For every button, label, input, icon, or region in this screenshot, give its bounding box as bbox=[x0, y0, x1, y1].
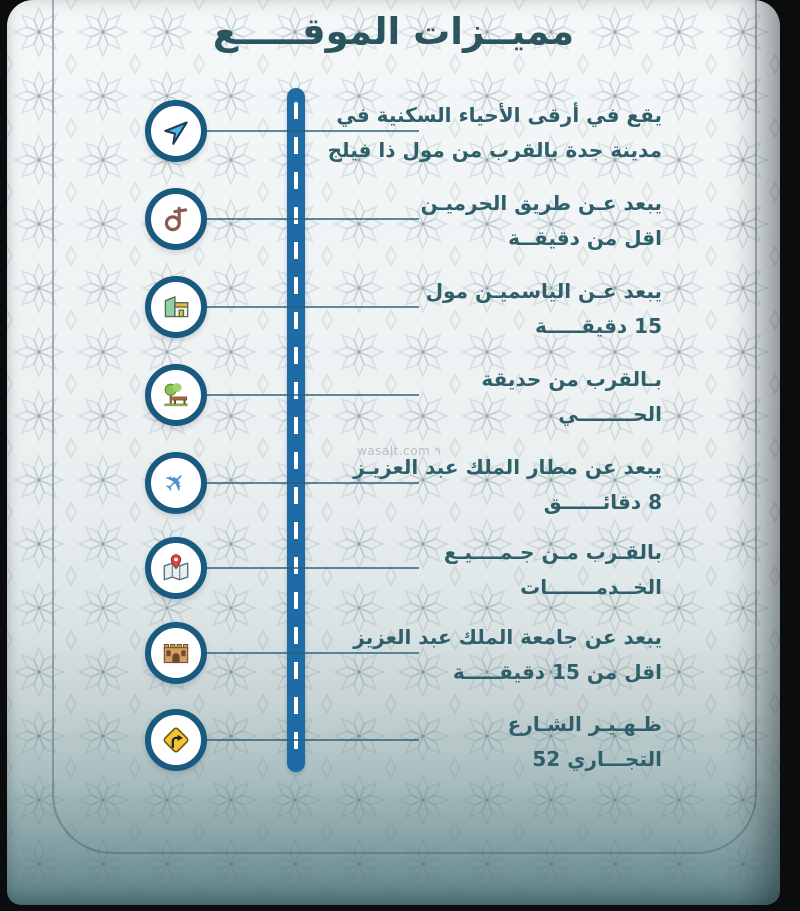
poi-text bbox=[328, 98, 662, 168]
poi-icon-circle bbox=[145, 622, 207, 684]
poster-frame bbox=[7, 0, 780, 905]
page-title: مميــزات الموقـــــع bbox=[212, 10, 575, 53]
poi-line1: يقع في أرقى الأحياء السكنية في bbox=[336, 103, 662, 127]
poi-line2: اقل من دقيقــة bbox=[508, 226, 662, 250]
poi-line1: يبعد عـن الياسميـن مول bbox=[425, 279, 662, 303]
turn-sign-icon bbox=[159, 723, 193, 757]
poi-line2: الخــدمـــــــات bbox=[520, 575, 662, 599]
poi-text bbox=[353, 620, 662, 690]
poi-icon-circle bbox=[145, 100, 207, 162]
poi-line1: بالقـرب مـن جـمــــيـع bbox=[443, 540, 662, 564]
poi-text bbox=[508, 707, 662, 777]
poi-line1: بـالقرب من حديقة bbox=[481, 367, 662, 391]
poi-text bbox=[353, 450, 662, 520]
poi-line2: الحــــــــي bbox=[558, 402, 662, 426]
connector-line bbox=[204, 739, 419, 741]
watermark: wasalt.com ٩ bbox=[357, 444, 442, 458]
poi-text bbox=[421, 186, 662, 256]
poi-text bbox=[426, 274, 662, 344]
poi-line2: 8 دقائــــــق bbox=[543, 490, 662, 514]
poi-line2: مدينة جدة بالقرب من مول ذا فيلج bbox=[327, 138, 662, 162]
poi-line2: اقل من 15 دقيقـــــة bbox=[452, 660, 662, 684]
park-bench-icon bbox=[159, 378, 193, 412]
poi-icon-circle bbox=[145, 276, 207, 338]
poi-line1: يبعد عن مطار الملك عبد العزيـز bbox=[353, 455, 662, 479]
navigation-arrow-icon bbox=[159, 114, 193, 148]
university-gate-icon bbox=[159, 636, 193, 670]
poi-line2: التجـــاري 52 bbox=[532, 747, 662, 771]
poi-text bbox=[444, 535, 662, 605]
airplane-icon: ✈ bbox=[157, 464, 195, 502]
poi-line2: 15 دقيقـــــة bbox=[534, 314, 662, 338]
poi-icon-circle bbox=[145, 452, 207, 514]
mall-building-icon bbox=[159, 290, 193, 324]
poi-line1: ظـهـيـر الشـارع bbox=[507, 712, 662, 736]
poi-line1: يبعد عـن طريق الحرميـن bbox=[420, 191, 662, 215]
poi-line1: يبعد عن جامعة الملك عبد العزيز bbox=[353, 625, 662, 649]
connector-line bbox=[204, 567, 419, 569]
poi-icon-circle bbox=[145, 537, 207, 599]
poi-icon-circle bbox=[145, 709, 207, 771]
poi-text bbox=[481, 362, 662, 432]
timeline-bar bbox=[287, 88, 305, 772]
highway-interchange-icon bbox=[159, 202, 193, 236]
map-pin-icon bbox=[159, 551, 193, 585]
connector-line bbox=[204, 394, 419, 396]
poi-icon-circle bbox=[145, 364, 207, 426]
poi-icon-circle bbox=[145, 188, 207, 250]
connector-line bbox=[204, 218, 419, 220]
connector-line bbox=[204, 306, 419, 308]
timeline-dashes bbox=[294, 102, 298, 760]
